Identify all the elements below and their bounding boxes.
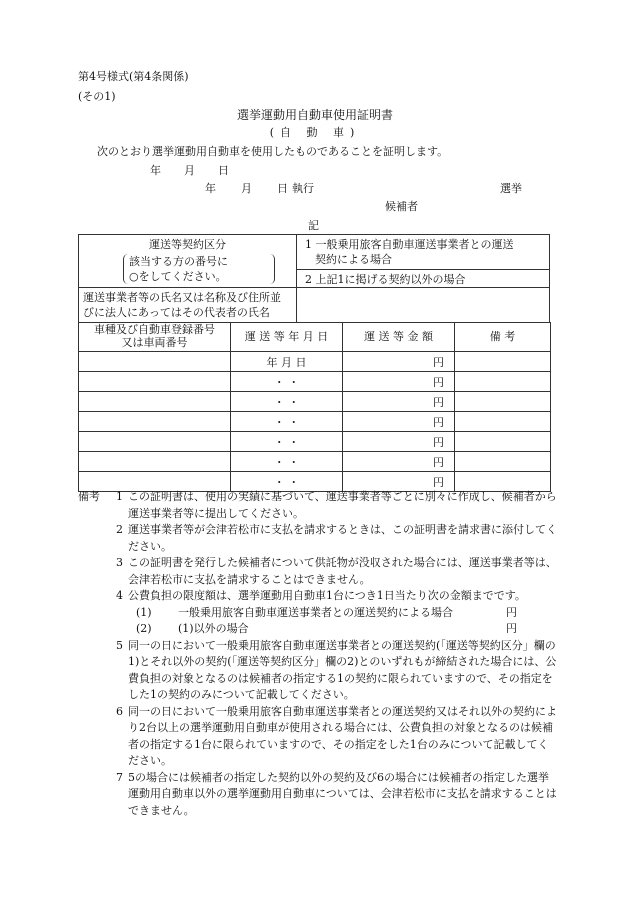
exec-label: 執行 [292,182,314,195]
document-title: 選挙運動用自動車使用証明書 [236,108,393,122]
exec-month: 月 [241,182,252,195]
date-month: 月 [184,164,195,177]
note-number: 5 [116,638,123,652]
bracket-line-1: 該当する方の番号に [129,255,228,268]
table-row [79,352,551,372]
date-cell[interactable]: 年 月 日 [231,352,343,372]
remarks-cell[interactable] [455,412,551,432]
note-text: 同一の日において一般乗用旅客自動車運送事業者との運送契約(「運送等契約区分」欄の1)とそれ以外の契約(「運送等契約区分」欄の2)とのいずれもが締結された場合には、公費負担の対象となるのは候補者の指定する1の契約に限られていますので、その指定をした1の契約のみについて記載してください。 [128,638,557,701]
contract-option-2: 2 上記1に掲げる契約以外の場合 [305,273,466,286]
date-cell[interactable]: ・ ・ [231,452,343,472]
sub-item-text: (1)以外の場合 [178,622,249,635]
sub-item-number: (1) [136,605,152,619]
remarks-cell[interactable] [455,432,551,452]
candidate-label: 候補者 [385,200,418,213]
remarks-cell[interactable] [455,392,551,412]
note-number: 3 [116,556,123,569]
sub-item-text: 一般乗用旅客自動車運送事業者との運送契約による場合 [178,605,453,619]
table-row [79,432,551,452]
amount-cell[interactable]: 円 [343,372,455,392]
sub-item [78,621,558,638]
note-text: 公費負担の限度額は、選挙運動用自動車1台につき1日当たり次の金額までです。 [128,589,526,602]
table-row [79,392,551,412]
note-text: 運送事業者等が会津若松市に支払を請求するときは、この証明書を請求書に添付してください。 [128,523,557,553]
header-date: 運 送 等 年 月 日 [231,323,343,352]
notes-label: 備考 [78,490,100,503]
note-item [78,522,558,555]
notes-section [78,489,558,819]
note-item [78,555,558,588]
note-item [78,638,558,704]
note-item [78,489,558,522]
contract-option-2-cell [296,269,550,288]
date-cell[interactable]: ・ ・ [231,372,343,392]
header-amount: 運 送 等 金 額 [343,323,455,352]
table-row [79,372,551,392]
header-remarks: 備 考 [455,323,551,352]
sub-item-yen: 円 [506,622,517,635]
remarks-cell[interactable] [455,372,551,392]
table-row [79,412,551,432]
note-number: 2 [116,523,123,536]
sub-item [78,605,558,622]
remarks-cell[interactable] [455,452,551,472]
operator-value-cell[interactable] [296,287,550,323]
note-text: この証明書は、使用の実績に基づいて、運送事業者等ごとに別々に作成し、候補者から運送事業者等に提出してください。 [128,490,557,520]
amount-cell[interactable]: 円 [343,472,455,492]
amount-cell[interactable]: 円 [343,452,455,472]
amount-cell[interactable]: 円 [343,432,455,452]
operator-label-cell [78,287,297,323]
date-cell[interactable]: ・ ・ [231,412,343,432]
form-sub-number: (その1) [78,90,116,103]
date-year: 年 [150,164,161,177]
transport-table [78,322,551,492]
bracket-line-2: ○をしてください。 [129,270,227,283]
vehicle-cell[interactable] [79,432,231,452]
contract-option-1-line-2: 契約による場合 [315,253,392,266]
sub-item-number: (2) [136,622,152,635]
contract-option-1-cell [296,234,550,270]
exec-year: 年 [205,182,216,195]
contract-option-1-line-1: 1 一般乗用旅客自動車運送事業者との運送 [305,238,514,251]
note-text: 5の場合には候補者の指定した契約以外の契約及び6の場合には候補者の指定した選挙運動用自動車以外の選挙運動用自動車については、会津若松市に支払を請求することはできません。 [128,770,557,817]
date-day: 日 [218,164,229,177]
remarks-cell[interactable] [455,352,551,372]
document-subtitle: (自 動 車) [269,126,361,139]
vehicle-cell[interactable] [79,452,231,472]
note-text: この証明書を発行した候補者について供託物が没収された場合には、運送事業者等は、会津若松市に支払を請求することはできません。 [128,556,557,586]
amount-cell[interactable]: 円 [343,392,455,412]
sub-item-yen: 円 [506,605,517,619]
amount-cell[interactable]: 円 [343,352,455,372]
note-item [78,588,558,605]
table-row [79,452,551,472]
vehicle-cell[interactable] [79,412,231,432]
vehicle-cell[interactable] [79,372,231,392]
exec-day: 日 [277,182,288,195]
note-number: 6 [116,704,123,718]
note-number: 1 [116,490,123,503]
header-vehicle-line-1: 車種及び自動車登録番号 [94,323,215,337]
date-cell[interactable]: ・ ・ [231,392,343,412]
header-vehicle-line-2: 又は車両番号 [121,336,188,349]
note-item [78,770,558,820]
amount-cell[interactable]: 円 [343,412,455,432]
certification-statement: 次のとおり選挙運動用自動車を使用したものであることを証明します。 [97,145,449,158]
operator-label-line-1: 運送事業者等の氏名又は名称及び住所並 [83,291,281,304]
election-label: 選挙 [500,182,522,195]
date-cell[interactable]: ・ ・ [231,472,343,492]
note-number: 4 [116,589,123,602]
date-cell[interactable]: ・ ・ [231,432,343,452]
ki-label: 記 [308,219,319,232]
table-header-row [79,323,551,352]
operator-label-line-2: びに法人にあってはその代表者の氏名 [83,306,270,319]
note-item [78,704,558,770]
contract-label: 運送等契約区分 [149,238,226,251]
note-text: 同一の日において一般乗用旅客自動車運送事業者との運送契約又はそれ以外の契約により2台以上の選挙運動用自動車が使用される場合には、公費負担の対象となるのは候補者の指定する1台に限られていますので、その指定をした1台のみについて記載してください。 [128,704,557,767]
note-number: 7 [116,770,123,784]
vehicle-cell[interactable] [79,392,231,412]
vehicle-cell[interactable] [79,352,231,372]
header-vehicle [79,323,231,352]
form-number: 第4号様式(第4条関係) [78,70,189,83]
contract-label-cell [78,234,297,288]
